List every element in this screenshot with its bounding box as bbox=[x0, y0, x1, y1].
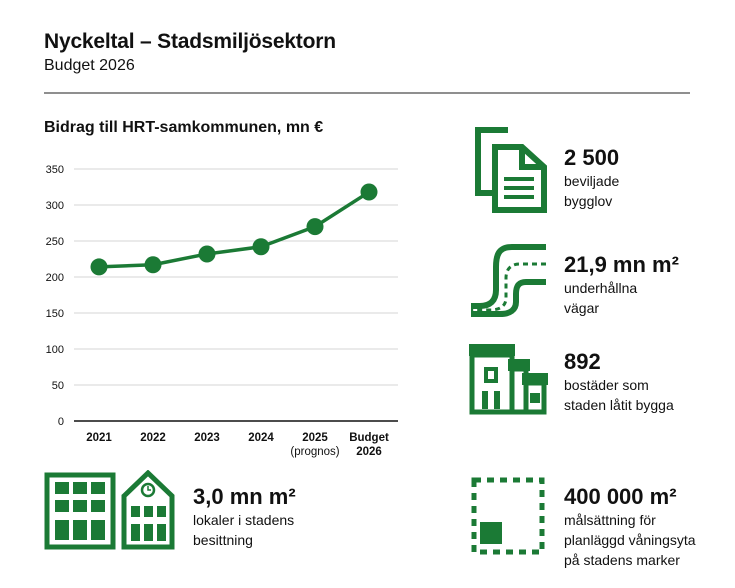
kpi-floor-area-label: målsättning för planläggd våningsyta på stadens marker bbox=[564, 512, 696, 568]
kpi-floor-area bbox=[564, 484, 696, 570]
x-tick-label: 2025 (prognos) bbox=[290, 432, 340, 458]
page-subtitle: Budget 2026 bbox=[44, 57, 135, 74]
kpi-permits-value: 2 500 bbox=[564, 145, 620, 170]
x-tick-label: 2022 bbox=[140, 432, 166, 444]
x-tick-label: 2023 bbox=[194, 432, 220, 444]
data-point bbox=[199, 245, 216, 262]
kpi-roads-value: 21,9 mn m² bbox=[564, 252, 679, 277]
data-point bbox=[253, 238, 270, 255]
kpi-permits-label: beviljade bygglov bbox=[564, 173, 620, 209]
y-tick-label: 150 bbox=[45, 308, 64, 320]
y-tick-label: 300 bbox=[45, 200, 64, 212]
kpi-housing-value: 892 bbox=[564, 349, 601, 374]
data-point bbox=[145, 256, 162, 273]
x-tick-label: 2021 bbox=[86, 432, 112, 444]
y-tick-label: 350 bbox=[45, 164, 64, 176]
houses-icon bbox=[468, 343, 550, 415]
kpi-premises-value: 3,0 mn m² bbox=[193, 484, 296, 509]
x-tick-label: 2024 bbox=[248, 432, 274, 444]
kpi-housing-label: bostäder som staden låtit bygga bbox=[564, 377, 674, 413]
kpi-roads bbox=[564, 252, 679, 318]
y-tick-label: 50 bbox=[51, 380, 64, 392]
y-tick-label: 250 bbox=[45, 236, 64, 248]
data-point bbox=[361, 184, 378, 201]
y-tick-label: 200 bbox=[45, 272, 64, 284]
kpi-premises-label: lokaler i stadens besittning bbox=[193, 512, 295, 548]
data-point bbox=[307, 218, 324, 235]
kpi-housing bbox=[564, 349, 674, 415]
kpi-permits bbox=[564, 145, 619, 211]
road-icon bbox=[468, 242, 550, 318]
page-title: Nyckeltal – Stadsmiljösektorn bbox=[44, 30, 336, 53]
kpi-premises bbox=[193, 484, 296, 550]
plot-area-icon bbox=[470, 476, 546, 556]
buildings-icon bbox=[44, 470, 184, 550]
documents-icon bbox=[470, 127, 550, 213]
kpi-floor-area-value: 400 000 m² bbox=[564, 484, 677, 509]
y-tick-label: 0 bbox=[57, 416, 64, 428]
kpi-roads-label: underhållna vägar bbox=[564, 280, 638, 316]
y-tick-label: 100 bbox=[45, 344, 64, 356]
data-point bbox=[91, 258, 108, 275]
x-tick-label: Budget 2026 bbox=[349, 432, 389, 458]
chart-title: Bidrag till HRT-samkommunen, mn € bbox=[44, 119, 324, 136]
series-line bbox=[99, 192, 369, 267]
